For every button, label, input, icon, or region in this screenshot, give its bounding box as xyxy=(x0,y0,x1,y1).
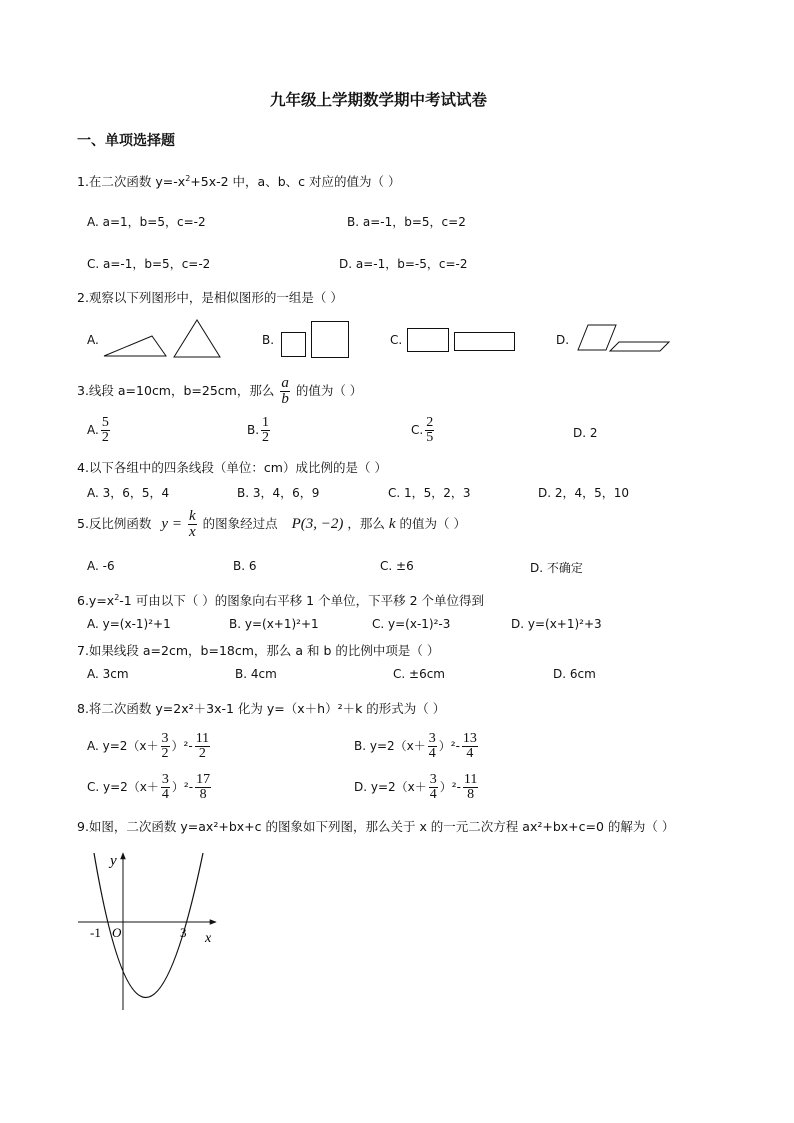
q3-option-b[interactable]: B. $\frac{1}{2}$ xyxy=(247,415,270,445)
q8-option-b[interactable]: B. y=2（x＋ $\frac{3}{4}$ ）²- $\frac{13}{4}$ xyxy=(354,731,477,761)
page-title: 九年级上学期数学期中考试试卷 xyxy=(270,91,488,109)
q8-option-c[interactable]: C. y=2（x＋ $\frac{3}{4}$ ）²- $\frac{17}{8}$ xyxy=(87,772,211,802)
question-4-stem: 4.以下各组中的四条线段（单位：cm）成比例的是（ ） xyxy=(77,460,387,475)
q7-option-a[interactable]: A. 3cm xyxy=(87,667,129,681)
origin-label: O xyxy=(112,925,122,940)
q2-figure-a-triangles xyxy=(100,318,225,360)
q8-option-d[interactable]: D. y=2（x＋ $\frac{3}{4}$ ）²- $\frac{11}{8}$ xyxy=(354,772,478,802)
question-2-stem: 2.观察以下列图形中，是相似图形的一组是（ ） xyxy=(77,290,343,305)
q5-option-a[interactable]: A. -6 xyxy=(87,559,115,573)
q1-option-b[interactable]: B. a=-1，b=5，c=2 xyxy=(347,215,466,229)
section-heading: 一、单项选择题 xyxy=(77,133,175,149)
q4-option-d[interactable]: D. 2，4，5，10 xyxy=(538,486,630,500)
q5-option-d[interactable]: D. 不确定 xyxy=(530,561,583,575)
q7-option-b[interactable]: B. 4cm xyxy=(235,667,277,681)
question-7-stem: 7.如果线段 a=2cm，b=18cm，那么 a 和 b 的比例中项是（ ） xyxy=(77,643,440,658)
parabola-curve xyxy=(94,853,203,998)
q1-option-c[interactable]: C. a=-1，b=5，c=-2 xyxy=(87,257,211,271)
q6-option-b[interactable]: B. y=(x+1)²+1 xyxy=(229,617,319,631)
root-right-label: 3 xyxy=(180,925,187,940)
q7-option-c[interactable]: C. ±6cm xyxy=(393,667,445,681)
q2-option-b[interactable]: B. xyxy=(262,333,275,347)
q6-option-d[interactable]: D. y=(x+1)²+3 xyxy=(511,617,602,631)
q4-option-c[interactable]: C. 1，5，2，3 xyxy=(388,486,471,500)
q2-figure-b-squares xyxy=(278,318,353,360)
question-9-stem: 9.如图，二次函数 y=ax²+bx+c 的图象如下列图，那么关于 x 的一元二次方程 ax²+bx+c=0 的解为（ ） xyxy=(77,819,675,834)
q2-figure-d-parallelograms xyxy=(574,322,674,356)
q2-option-a[interactable]: A. xyxy=(87,333,99,347)
q3-option-c[interactable]: C. $\frac{2}{5}$ xyxy=(411,415,434,445)
q5-fraction-k-over-x: $\frac{k}{x}$ xyxy=(188,508,196,540)
question-8-stem: 8.将二次函数 y=2x²＋3x-1 化为 y=（x＋h）²＋k 的形式为（ ） xyxy=(77,701,446,716)
q4-option-a[interactable]: A. 3，6，5，4 xyxy=(87,486,170,500)
question-5-stem: 5.反比例函数 y = $\frac{k}{x}$ 的图象经过点 P(3, −2) ，那么 k 的值为（ ） xyxy=(77,508,466,540)
q1-option-a[interactable]: A. a=1，b=5，c=-2 xyxy=(87,215,206,229)
q3-option-a[interactable]: A. $\frac{5}{2}$ xyxy=(87,415,109,445)
question-1-stem: 1.在二次函数 $y=-x^2+5x-2$ 中，a、b、c 对应的值为（ ） xyxy=(77,173,401,189)
q3-fraction-a-over-b: $\frac{a}{b}$ xyxy=(281,375,289,407)
root-left-label: -1 xyxy=(90,925,101,940)
y-axis-label: y xyxy=(110,853,117,869)
q7-option-d[interactable]: D. 6cm xyxy=(553,667,596,681)
question-6-stem: $6.y=x^2-1$ 可由以下（ ）的图象向右平移 1 个单位，下平移 2 个单位得到 xyxy=(77,592,485,608)
x-axis-label: x xyxy=(205,931,212,946)
q2-option-d[interactable]: D. xyxy=(556,333,570,347)
q6-option-a[interactable]: A. y=(x-1)²+1 xyxy=(87,617,171,631)
q2-figure-c-rectangles xyxy=(405,325,520,355)
q8-option-a[interactable]: A. y=2（x＋ $\frac{3}{2}$ ）²- $\frac{11}{2}$ xyxy=(87,731,210,761)
q6-option-c[interactable]: C. y=(x-1)²-3 xyxy=(372,617,451,631)
q3-option-d[interactable]: D. 2 xyxy=(573,426,598,440)
q5-option-b[interactable]: B. 6 xyxy=(233,559,257,573)
q4-option-b[interactable]: B. 3，4，6，9 xyxy=(237,486,320,500)
q9-parabola-graph xyxy=(76,845,226,1015)
q5-option-c[interactable]: C. ±6 xyxy=(380,559,414,573)
q1-option-d[interactable]: D. a=-1，b=-5，c=-2 xyxy=(339,257,468,271)
question-3-stem: 3.线段 a=10cm，b=25cm，那么 $\frac{a}{b}$ 的值为（ ） xyxy=(77,375,363,407)
q2-option-c[interactable]: C. xyxy=(390,333,403,347)
